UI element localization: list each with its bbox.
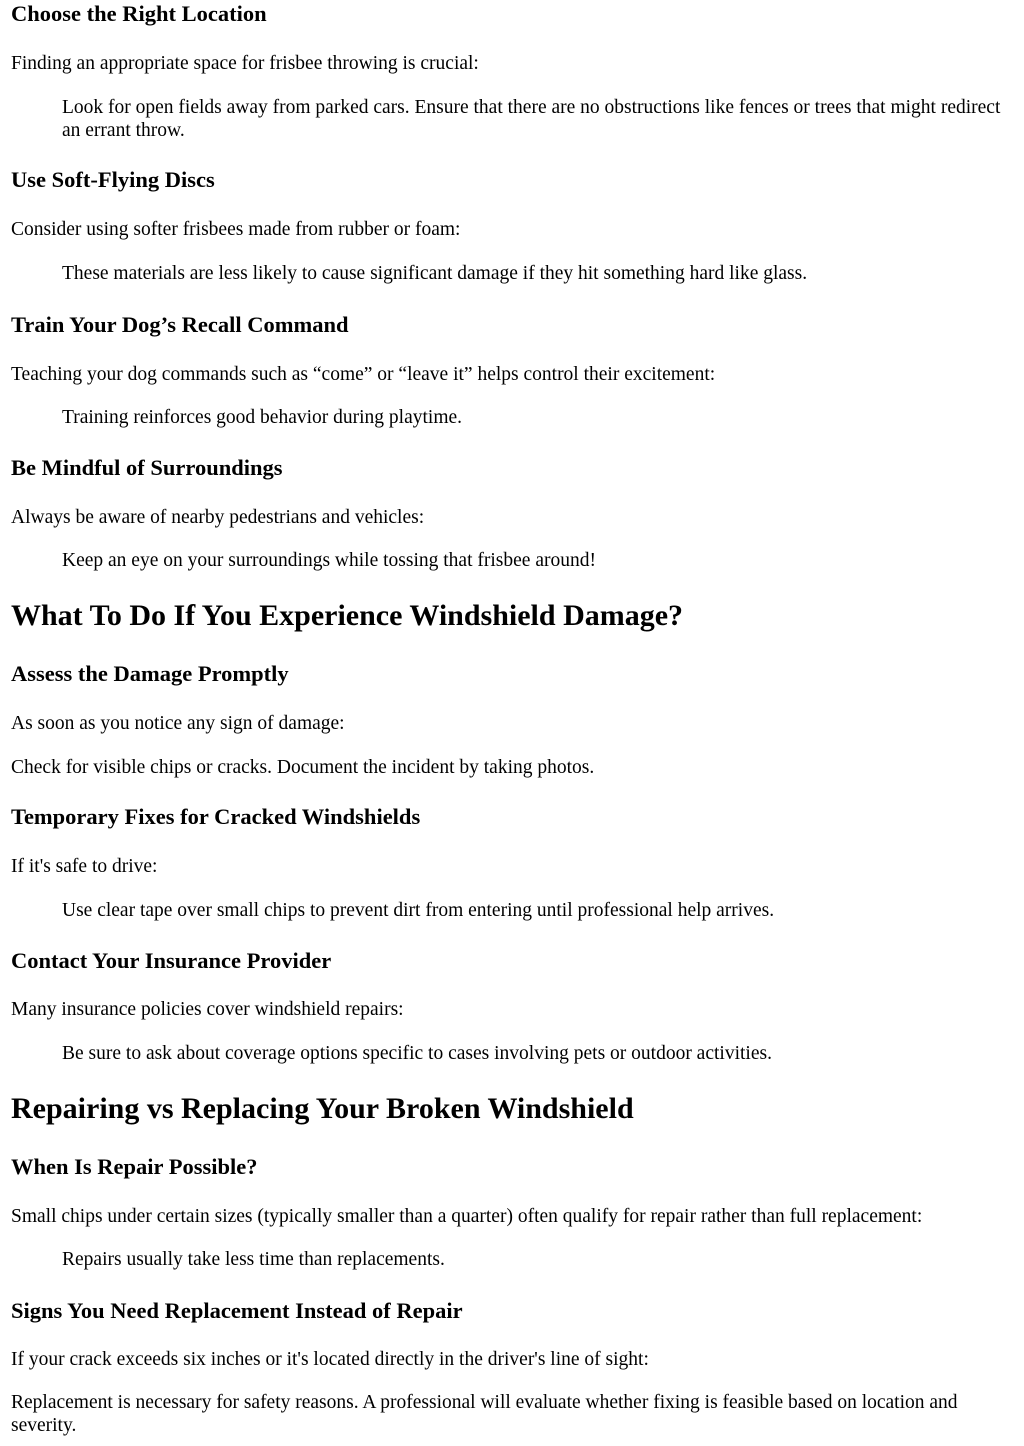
blockquote: Be sure to ask about coverage options specific to cases involving pets or outdoor activities. bbox=[62, 1043, 772, 1064]
blockquote: Look for open fields away from parked cars. Ensure that there are no obstructions like fences or trees that might redirect an errant throw. bbox=[62, 97, 1001, 141]
heading-choose-location: Choose the Right Location bbox=[11, 1, 267, 26]
heading-recall-command: Train Your Dog’s Recall Command bbox=[11, 312, 349, 337]
paragraph: Small chips under certain sizes (typically smaller than a quarter) often qualify for repair rather than full replacement: bbox=[11, 1206, 923, 1227]
heading-repair-vs-replace: Repairing vs Replacing Your Broken Windshield bbox=[11, 1092, 634, 1125]
heading-surroundings: Be Mindful of Surroundings bbox=[11, 455, 283, 480]
paragraph: Check for visible chips or cracks. Document the incident by taking photos. bbox=[11, 757, 595, 778]
blockquote: Use clear tape over small chips to prevent dirt from entering until professional help arrives. bbox=[62, 900, 775, 921]
paragraph: As soon as you notice any sign of damage: bbox=[11, 713, 345, 734]
paragraph: Finding an appropriate space for frisbee throwing is crucial: bbox=[11, 53, 479, 74]
blockquote: Keep an eye on your surroundings while tossing that frisbee around! bbox=[62, 550, 596, 571]
heading-windshield-damage: What To Do If You Experience Windshield Damage? bbox=[11, 599, 684, 632]
paragraph: Consider using softer frisbees made from rubber or foam: bbox=[11, 219, 461, 240]
heading-need-replacement: Signs You Need Replacement Instead of Repair bbox=[11, 1298, 463, 1323]
paragraph: Teaching your dog commands such as “come” or “leave it” helps control their excitement: bbox=[11, 364, 716, 385]
blockquote: Training reinforces good behavior during playtime. bbox=[62, 407, 463, 428]
paragraph: If it's safe to drive: bbox=[11, 856, 158, 877]
paragraph: Many insurance policies cover windshield repairs: bbox=[11, 999, 404, 1020]
heading-repair-possible: When Is Repair Possible? bbox=[11, 1154, 258, 1179]
heading-soft-discs: Use Soft-Flying Discs bbox=[11, 167, 215, 192]
paragraph: Always be aware of nearby pedestrians and vehicles: bbox=[11, 507, 425, 528]
blockquote: These materials are less likely to cause significant damage if they hit something hard like glass. bbox=[62, 263, 808, 284]
heading-insurance: Contact Your Insurance Provider bbox=[11, 948, 332, 973]
paragraph: Replacement is necessary for safety reasons. A professional will evaluate whether fixing is feasible based on location and severity. bbox=[11, 1392, 958, 1436]
heading-assess-damage: Assess the Damage Promptly bbox=[11, 661, 289, 686]
blockquote: Repairs usually take less time than replacements. bbox=[62, 1249, 445, 1270]
heading-temporary-fixes: Temporary Fixes for Cracked Windshields bbox=[11, 804, 421, 829]
paragraph: If your crack exceeds six inches or it's located directly in the driver's line of sight: bbox=[11, 1349, 649, 1370]
